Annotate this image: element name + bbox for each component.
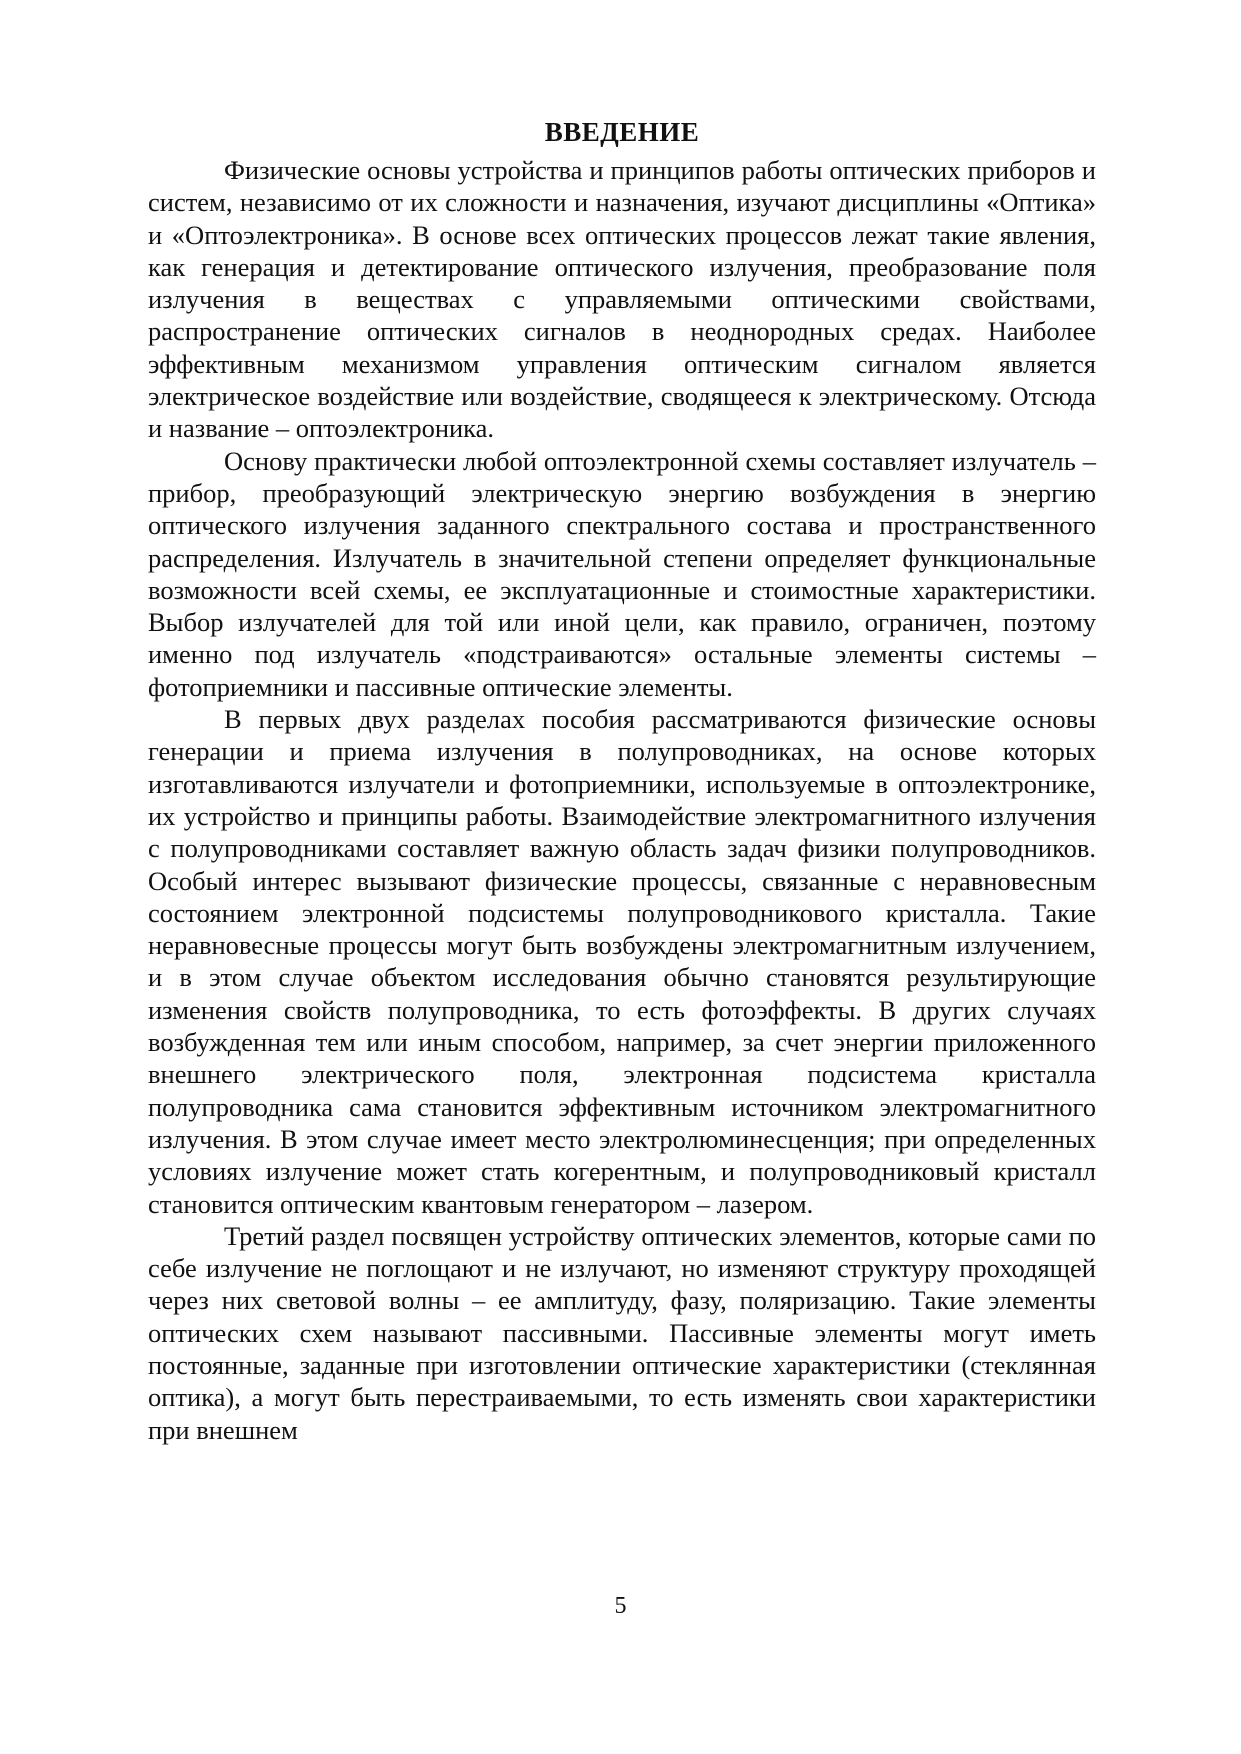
page-number: 5 [614, 1593, 627, 1619]
document-page [148, 116, 1096, 1446]
paragraph-2: Основу практически любой оптоэлектронной схемы составляет излучатель – прибор, преобразующий электрическую энергию возбуждения в энергию оптического излучения заданного спектрального состава и пространственного распределения. Излучатель в значительной степени определяет функциональные возможности всей схемы, ее эксплуатационные и стоимостные характеристики. Выбор излучателей для той или иной цели, как правило, ограничен, поэтому именно под излучатель «подстраиваются» остальные элементы системы – фотоприемники и пассивные оптические элементы. [148, 445, 1096, 702]
paragraph-3: В первых двух разделах пособия рассматриваются физические основы генерации и приема излучения в полупроводниках, на основе которых изготавливаются излучатели и фотоприемники, используемые в оптоэлектронике, их устройство и принципы работы. Взаимодействие электромагнитного излучения с полупроводниками составляет важную область задач физики полупроводников. Особый интерес вызывают физические процессы, связанные с неравновесным состоянием электронной подсистемы полупроводникового кристалла. Такие неравновесные процессы могут быть возбуждены электромагнитным излучением, и в этом случае объектом исследования обычно становятся результирующие изменения свойств полупроводника, то есть фотоэффекты. В других случаях возбужденная тем или иным способом, например, за счет энергии приложенного внешнего электрического поля, электронная подсистема кристалла полупроводника сама становится эффективным источником электромагнитного излучения. В этом случае имеет место электролюминесценция; при определенных условиях излучение может стать когерентным, и полупроводниковый кристалл становится оптическим квантовым генератором – лазером. [148, 704, 1096, 1219]
paragraph-1: Физические основы устройства и принципов работы оптических приборов и систем, независимо от их сложности и назначения, изучают дисциплины «Оптика» и «Оптоэлектроника». В основе всех оптических процессов лежат такие явления, как генерация и детектирование оптического излучения, преобразование поля излучения в веществах с управляемыми оптическими свойствами, распространение оптических сигналов в неоднородных средах. Наиболее эффективным механизмом управления оптическим сигналом является электрическое воздействие или воздействие, сводящееся к электрическому. Отсюда и название – оптоэлектроника. [148, 155, 1096, 444]
paragraph-4: Третий раздел посвящен устройству оптических элементов, которые сами по себе излучение не поглощают и не излучают, но изменяют структуру проходящей через них световой волны – ее амплитуду, фазу, поляризацию. Такие элементы оптических схем называют пассивными. Пассивные элементы могут иметь постоянные, заданные при изготовлении оптические характеристики (стеклянная оптика), а могут быть перестраиваемыми, то есть изменять свои характеристики при внешнем [148, 1220, 1096, 1445]
page-title: ВВЕДЕНИЕ [544, 117, 700, 147]
